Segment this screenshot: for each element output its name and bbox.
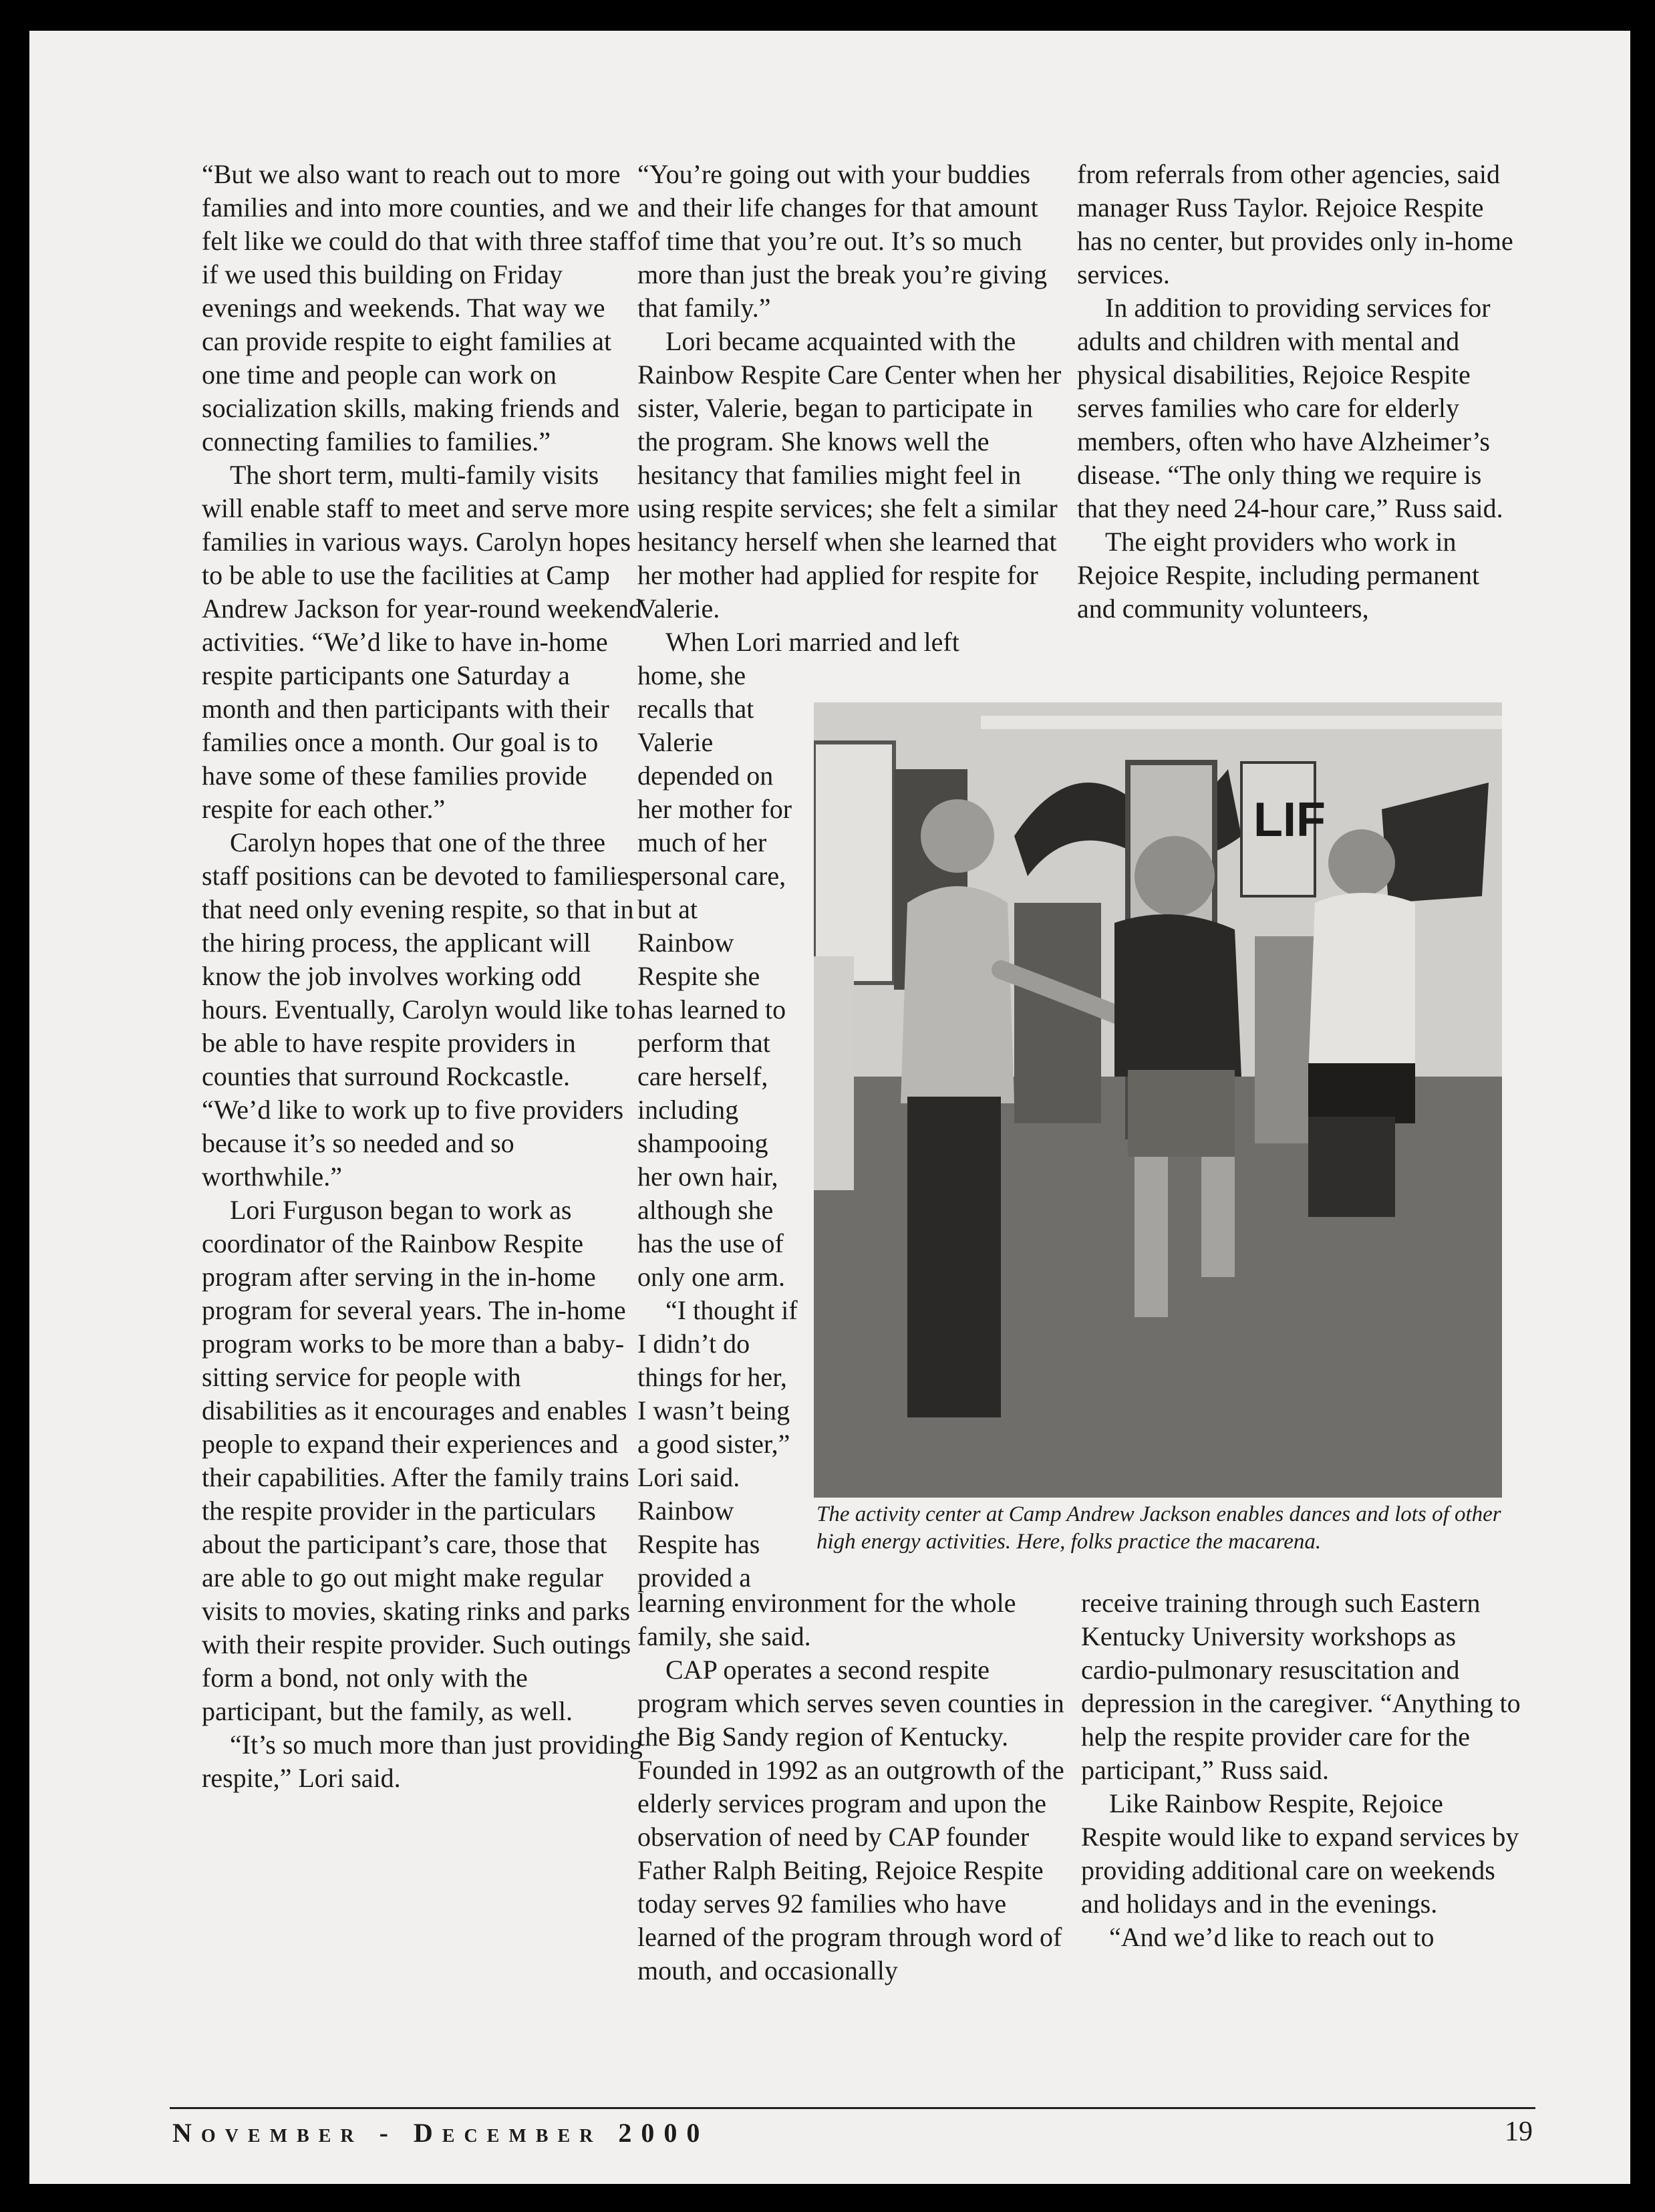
article-column-2-narrow (637, 659, 798, 1595)
paragraph: learning environment for the whole family, she said. (637, 1588, 1016, 1651)
paragraph: The eight providers who work in Rejoice Respite, including permanent and community volunteers, (1077, 527, 1480, 624)
life-sign-text: LIF (1253, 793, 1326, 847)
paragraph: Like Rainbow Respite, Rejoice Respite would like to expand services by providing additional care on weekends and holidays and in the evenings. (1081, 1788, 1519, 1919)
paragraph: from referrals from other agencies, said manager Russ Taylor. Rejoice Respite has no center, but provides only in-home services. (1077, 159, 1513, 289)
activity-center-photo (814, 702, 1502, 1498)
paragraph: CAP operates a second respite program which serves seven counties in the Big Sandy region of Kentucky. Founded in 1992 as an outgrowth of the elderly services program and upon the observation of need by CAP founder Father Ralph Beiting, Rejoice Respite today serves 92 families who have learned of the program through word of mouth, and occasionally (637, 1655, 1064, 1985)
paragraph: “I thought if I didn’t do things for her, I wasn’t being a good sister,” Lori said. Rainbow Respite has provided a (637, 1295, 798, 1593)
paragraph: Lori became acquainted with the Rainbow Respite Care Center when her sister, Valerie, began to participate in the program. She knows well the hesitancy that families might feel in using respite services; she felt a similar hesitancy herself when she learned that her mother had applied for respite for Valerie. (637, 326, 1062, 624)
magazine-page (29, 31, 1630, 2184)
footer-rule (170, 2107, 1535, 2109)
paragraph: The short term, multi-family visits will enable staff to meet and serve more families in various ways. Carolyn hopes to be able to use the facilities at Camp Andrew Jackson for year-round weekend activities. “We’d like to have in-home respite participants one Saturday a month and then participants with their families once a month. Our goal is to have some of these families provide respite for each other.” (202, 460, 642, 824)
paragraph: home, she recalls that Valerie depended on her mother for much of her personal care, but at Rainbow Respite she has learned to perform that care herself, including shampooing her own hair, although she has the use of only one arm. (637, 660, 792, 1292)
article-column-1 (202, 158, 643, 1795)
paragraph: Carolyn hopes that one of the three staff positions can be devoted to families that need only evening respite, so that in the hiring process, the applicant will know the job involves working odd hours. Eventually, Carolyn would like to be able to have respite providers in counties that surround Rockcastle. “We’d like to work up to five providers because it’s so needed and so worthwhile.” (202, 827, 639, 1192)
paragraph: When Lori married and left (665, 627, 959, 657)
paragraph: receive training through such Eastern Kentucky University workshops as cardio-pulmonary resuscitation and depression in the caregiver. “Anything to help the respite provider care for the participant,” Russ said. (1081, 1588, 1521, 1785)
photo-caption: The activity center at Camp Andrew Jackson enables dances and lots of other high energy activities. Here, folks practice the macarena. (816, 1502, 1501, 1554)
paragraph: Lori Furguson began to work as coordinator of the Rainbow Respite program after serving in the in-home program for several years. The in-home program works to be more than a baby-sitting service for people with disabilities as it encourages and enables people to expand their experiences and their capabilities. After the family trains the respite provider in the particulars about the participant’s care, those that are able to go out might make regular visits to movies, skating rinks and parks with their respite provider. Such outings form a bond, not only with the participant, but the family, as well. (202, 1195, 631, 1726)
paragraph: “And we’d like to reach out to (1109, 1922, 1435, 1952)
paragraph: “It’s so much more than just providing respite,” Lori said. (202, 1730, 643, 1793)
article-column-3-top (1077, 158, 1518, 626)
article-column-2-top (637, 158, 1065, 659)
page-number: 19 (1505, 2116, 1533, 2147)
article-column-3-bottom (1081, 1586, 1522, 1954)
paragraph: “But we also want to reach out to more families and into more counties, and we felt like we could do that with three staff if we used this building on Friday evenings and weekends. That way we can provide respite to eight families at one time and people can work on socialization skills, making friends and connecting families to families.” (202, 159, 637, 456)
photo-illustration (814, 702, 1502, 1498)
paragraph: “You’re going out with your buddies and their life changes for that amount of time that you’re out. It’s so much more than just the break you’re giving that family.” (637, 159, 1048, 323)
issue-date: November - December 2000 (172, 2118, 710, 2148)
paragraph: In addition to providing services for adults and children with mental and physical disabilities, Rejoice Respite serves families who care for elderly members, often who have Alzheimer’s disease. “The only thing we require is that they need 24-hour care,” Russ said. (1077, 293, 1503, 523)
article-column-2-bottom (637, 1586, 1065, 1987)
